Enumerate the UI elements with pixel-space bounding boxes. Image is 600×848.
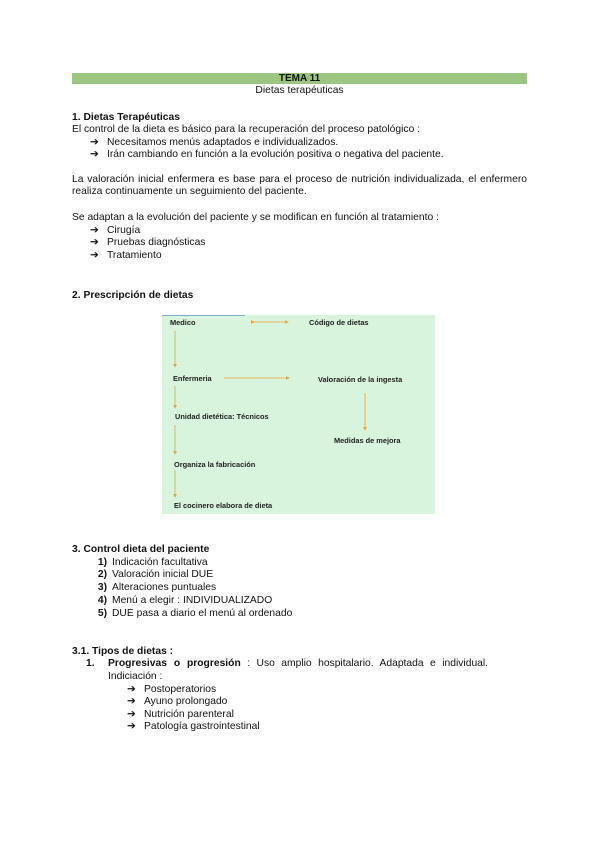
arrow-right-icon: ➔ — [90, 225, 99, 236]
list-item-text: Cirugía — [107, 225, 141, 236]
list-number: 5) — [97, 608, 107, 619]
arrow-right-icon: ➔ — [90, 149, 99, 160]
diagram-node-unidad: Unidad dietética: Técnicos — [175, 412, 269, 421]
arrow-right-icon: ➔ — [90, 137, 99, 148]
arrow-right-icon: ➔ — [127, 709, 136, 720]
diagram-node-enfermeria: Enfermeria — [173, 374, 212, 383]
list-item-text: Pruebas diagnósticas — [107, 237, 206, 248]
list-item-text: Valoración inicial DUE — [112, 569, 214, 580]
arrow-right-icon: ➔ — [127, 684, 136, 695]
indicacion-label: Indiciación : — [108, 671, 163, 682]
list-item-text: Alteraciones puntuales — [112, 582, 217, 593]
list-item — [90, 557, 208, 569]
list-item — [90, 225, 140, 237]
section-heading-dietas: 1. Dietas Terapéuticas — [72, 112, 180, 123]
numbered-item-number: 1. — [86, 658, 95, 669]
section-heading-tipos: 3.1. Tipos de dietas : — [72, 646, 174, 657]
tipo-dieta-title: Progresivas o progresión — [108, 658, 241, 669]
list-item — [127, 684, 216, 696]
list-item-text: Necesitamos menús adaptados e individualizados. — [107, 137, 339, 148]
list-item — [90, 569, 213, 581]
section1-paragraph: La valoración inicial enfermera es base para el proceso de nutrición individualizada, el enfermero realiza continuamente un seguimiento del paciente. — [72, 174, 527, 198]
list-item-text: Nutrición parenteral — [144, 709, 234, 720]
list-item-text: Indicación facultativa — [112, 557, 208, 568]
diagram-node-organiza: Organiza la fabricación — [174, 460, 256, 469]
arrow-right-icon: ➔ — [90, 250, 99, 261]
list-number: 1) — [97, 557, 107, 568]
diagram-node-cocinero: El cocinero elabora de dieta — [174, 501, 273, 510]
list-item-text: Ayuno prolongado — [144, 696, 228, 707]
list-item — [127, 721, 260, 733]
tipo-dieta-progresiva — [108, 658, 527, 670]
list-item-text: Postoperatorios — [144, 684, 217, 695]
page-title: TEMA 11 — [72, 73, 527, 84]
list-item — [90, 608, 292, 620]
list-item-text: Tratamiento — [107, 250, 162, 261]
list-item — [90, 149, 444, 161]
list-item-text: Menú a elegir : INDIVIDUALIZADO — [112, 595, 273, 606]
list-number: 2) — [97, 569, 107, 580]
list-item — [127, 696, 227, 708]
list-item — [90, 237, 205, 249]
list-item — [127, 709, 234, 721]
section-heading-control: 3. Control dieta del paciente — [72, 544, 210, 555]
tipo-dieta-desc: : Uso amplio hospitalario. Adaptada e individual. — [240, 658, 489, 669]
arrow-right-icon: ➔ — [127, 721, 136, 732]
list-number: 3) — [97, 582, 107, 593]
section1-intro: El control de la dieta es básico para la recuperación del proceso patológico : — [72, 124, 421, 135]
section-heading-prescripcion: 2. Prescripción de dietas — [72, 290, 194, 301]
list-item — [90, 582, 216, 594]
arrow-right-icon: ➔ — [90, 237, 99, 248]
diagram-node-valoracion: Valoración de la ingesta — [318, 375, 403, 384]
list-item — [90, 250, 162, 262]
list-item-text: Irán cambiando en función a la evolución positiva o negativa del paciente. — [107, 149, 444, 160]
diagram-node-medico: Medico — [170, 318, 196, 327]
list-item — [90, 595, 272, 607]
diagram-node-codigo: Código de dietas — [309, 318, 369, 327]
list-item — [90, 137, 338, 149]
list-item-text: DUE pasa a diario el menú al ordenado — [112, 608, 293, 619]
section1-adapt-text: Se adaptan a la evolución del paciente y se modifican en función al tratamiento : — [72, 212, 439, 223]
arrow-right-icon: ➔ — [127, 696, 136, 707]
list-number: 4) — [97, 595, 107, 606]
prescription-diagram — [162, 315, 435, 514]
page-subtitle: Dietas terapéuticas — [255, 85, 344, 96]
diagram-node-medidas: Medidas de mejora — [334, 436, 401, 445]
list-item-text: Patología gastrointestinal — [144, 721, 260, 732]
